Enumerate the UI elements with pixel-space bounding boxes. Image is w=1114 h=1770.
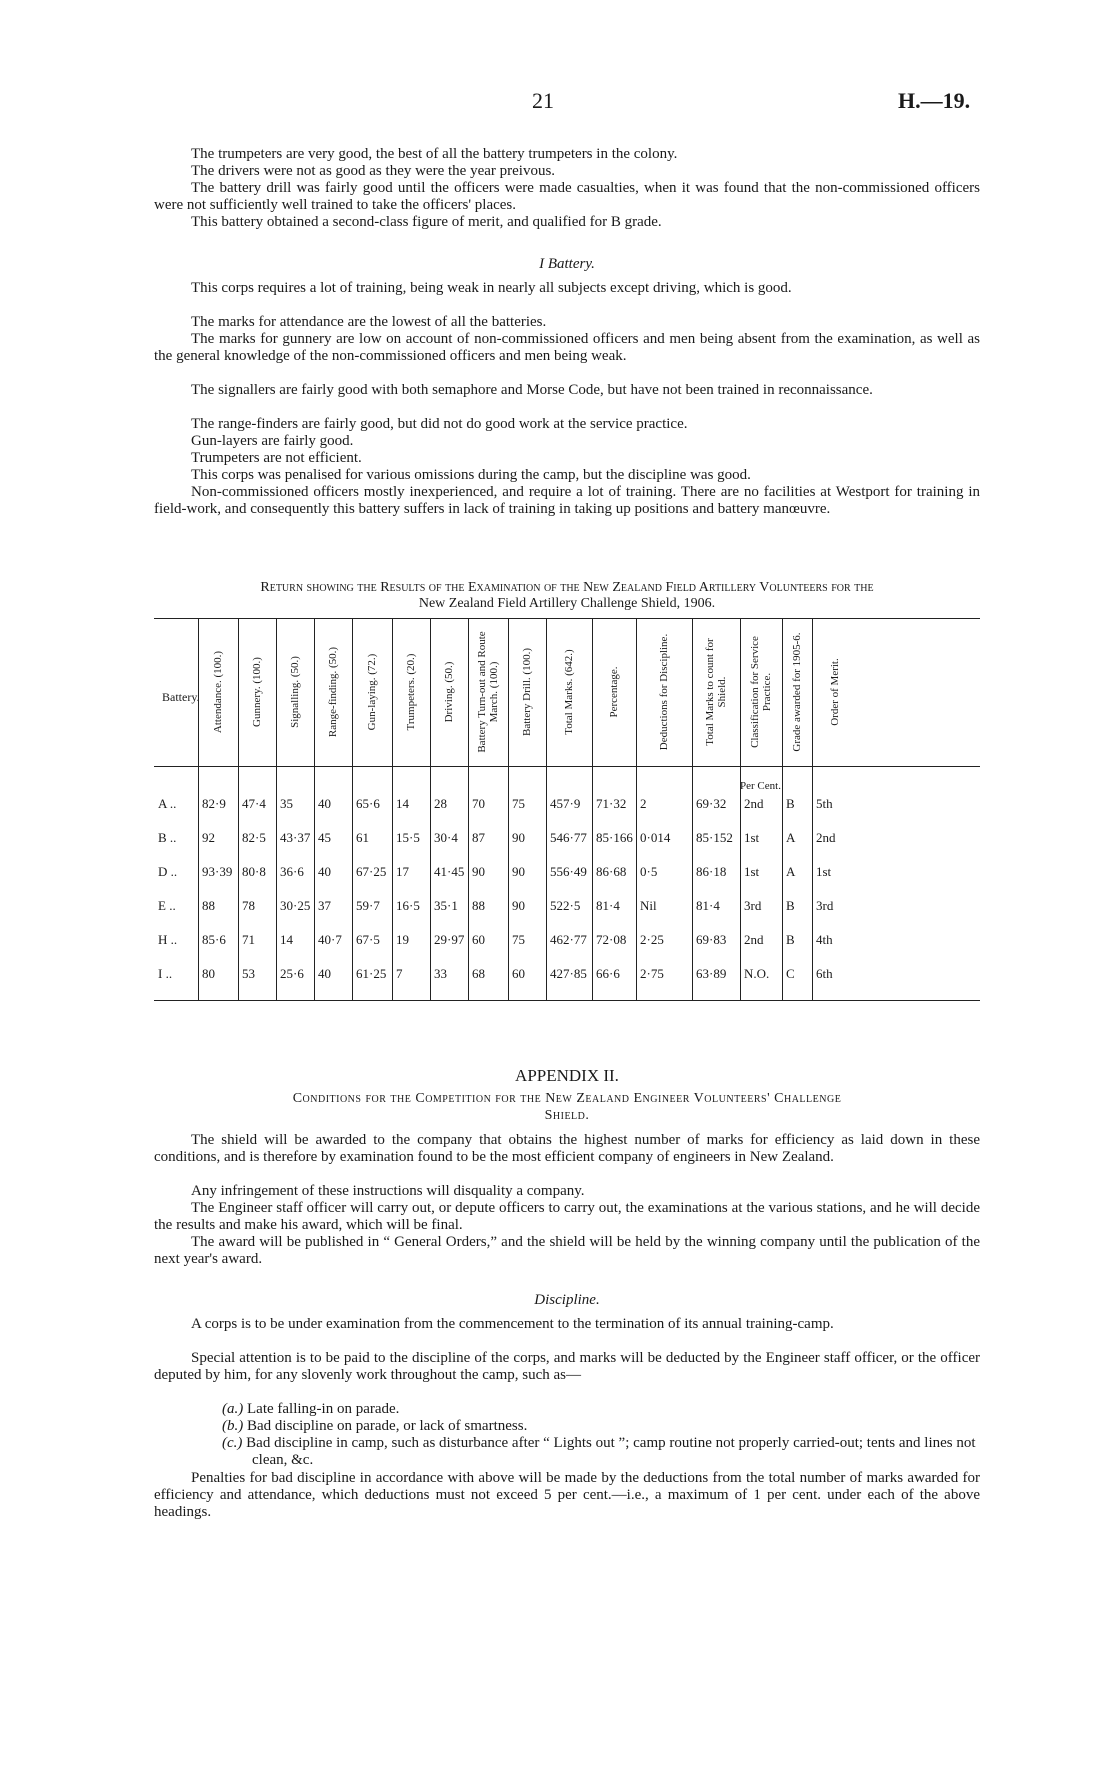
table-cell: 60	[472, 932, 485, 947]
table-cell: 85·166	[596, 830, 633, 845]
results-table	[154, 618, 980, 1002]
column-header-label: Classification for Service Practice.	[749, 636, 773, 748]
table-cell: 37	[318, 898, 331, 913]
table-cell: 67·25	[356, 864, 387, 879]
paragraph: The battery drill was fairly good until the officers were made casualties, when it was found that the non-commissioned officers were not sufficiently well trained to take the officers' places.	[154, 180, 980, 213]
table-row-label: A ..	[158, 796, 177, 811]
table-cell: 2nd	[744, 796, 764, 811]
table-cell: 17	[396, 864, 409, 879]
table-cell: 90	[512, 864, 525, 879]
table-cell: 63·89	[696, 966, 727, 981]
table-cell: 78	[242, 898, 255, 913]
table-cell: 53	[242, 966, 255, 981]
table-cell: B	[786, 932, 795, 947]
table-cell: 29·97	[434, 932, 465, 947]
table-cell: 69·83	[696, 932, 727, 947]
table-cell: 33	[434, 966, 447, 981]
column-header-label: Total Marks to count for Shield.	[704, 638, 728, 746]
table-cell: 5th	[816, 796, 833, 811]
column-header	[314, 622, 352, 762]
column-header	[238, 622, 276, 762]
column-header-label: Deductions for Discipline.	[658, 633, 670, 751]
table-cell: 86·18	[696, 864, 727, 879]
table-cell: 25·6	[280, 966, 304, 981]
table-cell: 2·75	[640, 966, 664, 981]
table-cell: 3rd	[816, 898, 834, 913]
table-cell: 40	[318, 966, 331, 981]
column-header	[546, 622, 592, 762]
table-cell: 16·5	[396, 898, 420, 913]
table-cell: 61·25	[356, 966, 387, 981]
table-cell: 522·5	[550, 898, 581, 913]
table-cell: 457·9	[550, 796, 581, 811]
column-header-label: Battery Turn-out and Route March. (100.)	[476, 631, 500, 753]
table-cell: 7	[396, 966, 403, 981]
table-cell: 90	[512, 898, 525, 913]
table-cell: A	[786, 864, 796, 879]
column-header-label: Battery Drill. (100.)	[521, 648, 533, 736]
table-cell: 2	[640, 796, 647, 811]
table-cell: 35·1	[434, 898, 458, 913]
table-cell: 75	[512, 796, 525, 811]
table-cell: 70	[472, 796, 485, 811]
table-cell: 82·5	[242, 830, 266, 845]
battery-column-header: Battery.	[162, 690, 200, 704]
discipline-heading: Discipline.	[534, 1292, 600, 1308]
paragraph: Any infringement of these instructions will disquality a company.	[191, 1183, 585, 1199]
table-cell: B	[786, 796, 795, 811]
table-cell: 87	[472, 830, 485, 845]
table-caption-sub: New Zealand Field Artillery Challenge Shield, 1906.	[418, 596, 716, 611]
column-header-label: Attendance. (100.)	[212, 650, 224, 734]
table-cell: 75	[512, 932, 525, 947]
column-header	[198, 622, 238, 762]
table-cell: 68	[472, 966, 485, 981]
item-text: Bad discipline on parade, or lack of smartness.	[247, 1418, 528, 1434]
paragraph: The trumpeters are very good, the best of all the battery trumpeters in the colony.	[191, 146, 678, 162]
table-cell: 88	[472, 898, 485, 913]
table-cell: 85·6	[202, 932, 226, 947]
paragraph: A corps is to be under examination from the commencement to the termination of its annual training-camp.	[191, 1316, 834, 1332]
table-cell: 43·37	[280, 830, 311, 845]
table-cell: 14	[396, 796, 409, 811]
paragraph: Special attention is to be paid to the discipline of the corps, and marks will be deducted by the Engineer staff officer, or the officer deputed by him, for any slovenly work throughout the camp, such as—	[154, 1350, 980, 1383]
paragraph: Non-commissioned officers mostly inexperienced, and require a lot of training. There are no facilities at Westport for training in field-work, and consequently this battery suffers in lack of training in taking up positions and battery manœuvre.	[154, 484, 980, 517]
table-cell: 6th	[816, 966, 833, 981]
table-cell: 69·32	[696, 796, 727, 811]
table-cell: 81·4	[596, 898, 620, 913]
paragraph: Gun-layers are fairly good.	[191, 433, 354, 449]
table-cell: 88	[202, 898, 215, 913]
column-header-label: Gunnery. (100.)	[251, 657, 263, 727]
table-cell: 2nd	[744, 932, 764, 947]
item-text: Bad discipline in camp, such as disturbance after “ Lights out ”; camp routine not properly carried-out; tents and lines not clean, &c.	[246, 1435, 976, 1468]
table-cell: 41·45	[434, 864, 465, 879]
table-cell: 90	[472, 864, 485, 879]
column-header	[352, 622, 392, 762]
paragraph: The Engineer staff officer will carry out, or depute officers to carry out, the examinations at the various stations, and he will decide the results and make his award, which will be final.	[154, 1200, 980, 1233]
item-label: (b.)	[222, 1418, 244, 1434]
table-cell: N.O.	[744, 966, 770, 981]
table-cell: 59·7	[356, 898, 380, 913]
page-number: 21	[532, 88, 554, 113]
table-cell: 36·6	[280, 864, 304, 879]
table-cell: 14	[280, 932, 293, 947]
table-cell: 61	[356, 830, 369, 845]
paragraph: This battery obtained a second-class figure of merit, and qualified for B grade.	[191, 214, 662, 230]
list-item	[222, 1401, 980, 1418]
column-header	[430, 622, 468, 762]
paragraph: The drivers were not as good as they were the year preivous.	[191, 163, 556, 179]
appendix-title: APPENDIX II.	[515, 1066, 619, 1085]
table-cell: C	[786, 966, 795, 981]
appendix-subtitle: Conditions for the Competition for the New Zealand Engineer Volunteers' Challenge	[292, 1091, 842, 1106]
column-header-label: Percentage.	[608, 666, 620, 718]
column-header	[392, 622, 430, 762]
column-header-label: Grade awarded for 1905-6.	[791, 632, 803, 752]
table-cell: 462·77	[550, 932, 587, 947]
table-cell: 85·152	[696, 830, 733, 845]
column-header-label: Signalling. (50.)	[289, 656, 301, 728]
item-label: (c.)	[222, 1435, 243, 1451]
item-text: Late falling-in on parade.	[247, 1401, 400, 1417]
list-item	[222, 1435, 980, 1469]
column-header	[812, 622, 858, 762]
column-header	[276, 622, 314, 762]
column-header-label: Driving. (50.)	[443, 661, 455, 723]
column-header-label: Range-finding. (50.)	[327, 646, 339, 738]
table-top-rule	[154, 618, 980, 619]
column-header	[508, 622, 546, 762]
table-cell: 15·5	[396, 830, 420, 845]
paragraph: Penalties for bad discipline in accordance with above will be made by the deductions from the total number of marks awarded for efficiency and attendance, which deductions must not exceed 5 per cent.—i.e., a maximum of 1 per cent. under each of the above headings.	[154, 1470, 980, 1520]
table-row-label: B ..	[158, 830, 177, 845]
table-cell: 86·68	[596, 864, 627, 879]
table-cell: Nil	[640, 898, 657, 913]
table-cell: 65·6	[356, 796, 380, 811]
table-cell: 427·85	[550, 966, 587, 981]
table-cell: 40·7	[318, 932, 342, 947]
paragraph: The signallers are fairly good with both semaphore and Morse Code, but have not been trained in reconnaissance.	[191, 382, 873, 398]
table-cell: 30·25	[280, 898, 311, 913]
table-cell: 1st	[816, 864, 832, 879]
table-row-label: D ..	[158, 864, 178, 879]
column-header	[468, 622, 508, 762]
table-cell: 19	[396, 932, 409, 947]
table-cell: 71	[242, 932, 255, 947]
table-cell: 82·9	[202, 796, 226, 811]
table-cell: 67·5	[356, 932, 380, 947]
table-header-rule	[154, 766, 980, 767]
table-caption: Return showing the Results of the Examination of the New Zealand Field Artillery Volunteers for the	[260, 580, 874, 595]
table-cell: 28	[434, 796, 447, 811]
table-cell: 556·49	[550, 864, 587, 879]
table-cell: 47·4	[242, 796, 266, 811]
table-cell: 81·4	[696, 898, 720, 913]
paragraph: This corps was penalised for various omissions during the camp, but the discipline was good.	[191, 467, 751, 483]
column-header	[782, 622, 812, 762]
appendix-subtitle-line2: Shield.	[544, 1108, 590, 1123]
table-cell: 92	[202, 830, 215, 845]
table-cell: 4th	[816, 932, 833, 947]
table-row-label: E ..	[158, 898, 176, 913]
table-cell: 3rd	[744, 898, 762, 913]
document-code: H.—19.	[898, 88, 971, 113]
per-cent-note: Per Cent.	[740, 780, 781, 792]
table-cell: 40	[318, 864, 331, 879]
table-cell: 0·5	[640, 864, 658, 879]
paragraph: The marks for gunnery are low on account of non-commissioned officers and men being absent from the examination, as well as the general knowledge of the non-commissioned officers and men being weak.	[154, 331, 980, 364]
paragraph: The award will be published in “ General Orders,” and the shield will be held by the winning company until the publication of the next year's award.	[154, 1234, 980, 1267]
table-cell: 40	[318, 796, 331, 811]
paragraph: Trumpeters are not efficient.	[191, 450, 362, 466]
table-cell: 2nd	[816, 830, 836, 845]
column-header-label: Trumpeters. (20.)	[405, 653, 417, 731]
table-cell: 90	[512, 830, 525, 845]
table-cell: 2·25	[640, 932, 664, 947]
list-item	[222, 1418, 980, 1435]
table-cell: 1st	[744, 864, 760, 879]
table-cell: 66·6	[596, 966, 620, 981]
table-row-label: I ..	[158, 966, 173, 981]
paragraph: This corps requires a lot of training, being weak in nearly all subjects except driving, which is good.	[191, 280, 792, 296]
column-header	[636, 622, 692, 762]
column-header-label: Gun-laying. (72.)	[366, 653, 378, 731]
paragraph: The range-finders are fairly good, but did not do good work at the service practice.	[191, 416, 688, 432]
table-cell: 1st	[744, 830, 760, 845]
section-heading: I Battery.	[539, 256, 595, 272]
table-cell: B	[786, 898, 795, 913]
table-cell: 80	[202, 966, 215, 981]
table-cell: 72·08	[596, 932, 627, 947]
table-cell: 71·32	[596, 796, 627, 811]
table-cell: A	[786, 830, 796, 845]
table-cell: 0·014	[640, 830, 671, 845]
table-cell: 35	[280, 796, 293, 811]
table-bottom-rule	[154, 1000, 980, 1001]
table-cell: 546·77	[550, 830, 587, 845]
column-header	[592, 622, 636, 762]
table-row-label: H ..	[158, 932, 178, 947]
item-label: (a.)	[222, 1401, 244, 1417]
paragraph: The marks for attendance are the lowest of all the batteries.	[191, 314, 547, 330]
paragraph: The shield will be awarded to the company that obtains the highest number of marks for efficiency as laid down in these conditions, and is therefore by examination found to be the most efficient company of engineers in New Zealand.	[154, 1132, 980, 1165]
column-header-label: Total Marks. (642.)	[563, 649, 575, 735]
table-cell: 60	[512, 966, 525, 981]
table-cell: 80·8	[242, 864, 266, 879]
column-header	[740, 622, 782, 762]
column-header-label: Order of Merit.	[829, 658, 841, 726]
table-cell: 93·39	[202, 864, 233, 879]
column-header	[692, 622, 740, 762]
table-cell: 45	[318, 830, 331, 845]
table-cell: 30·4	[434, 830, 458, 845]
